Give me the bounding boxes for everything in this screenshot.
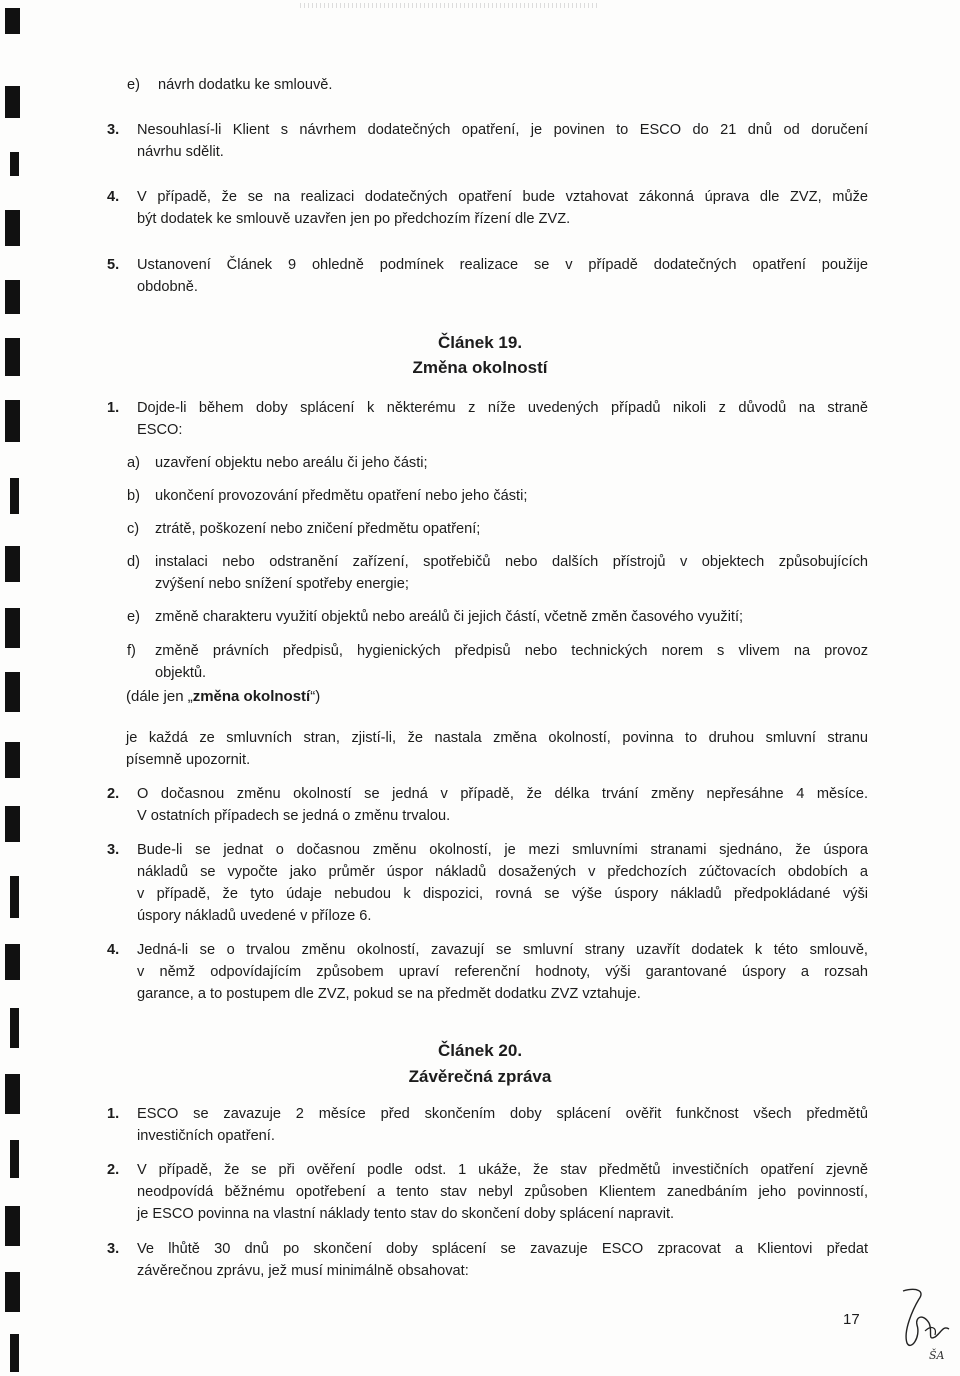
definition-note: (dále jen „změna okolností“) bbox=[126, 688, 321, 705]
item-e2-text: změně charakteru využití objektů nebo areálů či jejich částí, včetně změn časového využití; bbox=[155, 609, 744, 625]
item-f-label: f) bbox=[127, 643, 136, 659]
art19-para-4-number: 4. bbox=[107, 942, 120, 958]
art19-para-1-line-1: Dojde-li během doby splácení k některému z níže uvedených případů nikoli z důvodů na straně bbox=[137, 400, 868, 416]
item-e2-label: e) bbox=[127, 609, 140, 625]
art19-para-2-line-2: V ostatních případech se jedná o změnu trvalou. bbox=[137, 808, 451, 824]
item-b-label: b) bbox=[127, 488, 140, 504]
para-5-number: 5. bbox=[107, 257, 120, 273]
item-a-label: a) bbox=[127, 455, 140, 471]
art20-para-3-line-1: Ve lhůtě 30 dnů po skončení doby splácení se zavazuje ESCO zpracovat a Klientovi předat bbox=[137, 1241, 868, 1257]
handwritten-signature bbox=[895, 1285, 955, 1365]
art19-after-line-1: je každá ze smluvních stran, zjistí-li, že nastala změna okolností, povinna to druhou smluvní stranu bbox=[126, 730, 868, 746]
article-20-number: Článek 20. bbox=[437, 1041, 523, 1060]
art20-para-1-number: 1. bbox=[107, 1106, 120, 1122]
art19-para-1-line-2: ESCO: bbox=[137, 422, 183, 438]
article-19-number: Článek 19. bbox=[437, 333, 523, 352]
para-4-number: 4. bbox=[107, 189, 120, 205]
scan-binding-marks bbox=[0, 0, 34, 1376]
para-5-line-2: obdobně. bbox=[137, 279, 198, 295]
para-3-line-1: Nesouhlasí-li Klient s návrhem dodatečných opatření, je povinen to ESCO do 21 dnů od doručení bbox=[137, 122, 868, 138]
item-f-line-1: změně právních předpisů, hygienických předpisů nebo technických norem s vlivem na provoz bbox=[155, 643, 868, 659]
art19-para-3-line-4: úspory nákladů uvedené v příloze 6. bbox=[137, 908, 372, 924]
art20-para-2-number: 2. bbox=[107, 1162, 120, 1178]
definition-term: změna okolností bbox=[192, 688, 311, 705]
item-b-text: ukončení provozování předmětu opatření nebo jeho části; bbox=[155, 488, 528, 504]
para-3-line-2: návrhu sdělit. bbox=[137, 144, 224, 160]
item-d-line-1: instalaci nebo odstranění zařízení, spotřebičů nebo dalších přístrojů v objektech způsobujících bbox=[155, 554, 868, 570]
art19-para-3-line-1: Bude-li se jednat o dočasnou změnu okolností, je mezi smluvními stranami sjednáno, že úspora bbox=[137, 842, 868, 858]
art20-para-3-line-2: závěrečnou zprávu, jež musí minimálně obsahovat: bbox=[137, 1263, 469, 1279]
art19-para-2-number: 2. bbox=[107, 786, 120, 802]
art20-para-2-line-3: je ESCO povinna na vlastní náklady tento stav do skončení doby splácení napravit. bbox=[137, 1206, 675, 1222]
art20-para-1-line-1: ESCO se zavazuje 2 měsíce před skončením doby splácení ověřit funkčnost všech předmětů bbox=[137, 1106, 868, 1122]
item-f-line-2: objektů. bbox=[155, 665, 207, 681]
page-number: 17 bbox=[843, 1311, 860, 1328]
art19-para-3-line-2: nákladů se vypočte jako průměr úspor nákladů dosažených v předchozích zúčtovacích obdobích a bbox=[137, 864, 868, 880]
art20-para-3-number: 3. bbox=[107, 1241, 120, 1257]
scan-noise bbox=[300, 3, 600, 8]
item-a-text: uzavření objektu nebo areálu či jeho části; bbox=[155, 455, 428, 471]
para-4-line-1: V případě, že se na realizaci dodatečných opatření bude vztahovat zákonná úprava dle ZVZ, může bbox=[137, 189, 868, 205]
signature-initials: ŠA bbox=[929, 1349, 945, 1362]
article-19-title: Změna okolností bbox=[412, 358, 548, 377]
art19-para-3-line-3: v případě, že tyto údaje nebudou k dispozici, rovná se výše úspory nákladů předpokládané výši bbox=[137, 886, 868, 902]
para-5-line-1: Ustanovení Článek 9 ohledně podmínek realizace se v případě dodatečných opatření použije bbox=[137, 257, 868, 273]
art19-after-line-2: písemně upozornit. bbox=[126, 752, 251, 768]
item-c-label: c) bbox=[127, 521, 140, 537]
item-d-line-2: zvýšení nebo snížení spotřeby energie; bbox=[155, 576, 409, 592]
art19-para-4-line-2: v němž odpovídajícím způsobem upraví referenční hodnoty, výši garantované úspory a rozsah bbox=[137, 964, 868, 980]
para-3-number: 3. bbox=[107, 122, 120, 138]
art20-para-2-line-2: neodpovídá běžnému opotřebení a tento stav nebyl způsoben Klientem zanedbáním jeho povinností, bbox=[137, 1184, 868, 1200]
art19-para-1-number: 1. bbox=[107, 400, 120, 416]
article-20-title: Závěrečná zpráva bbox=[408, 1067, 552, 1086]
art19-para-2-line-1: O dočasnou změnu okolností se jedná v případě, že délka trvání změny nepřesáhne 4 měsíce. bbox=[137, 786, 868, 802]
art19-para-4-line-1: Jedná-li se o trvalou změnu okolností, zavazují se smluvní strany uzavřít dodatek k této smlouvě, bbox=[137, 942, 868, 958]
item-e-label: e) bbox=[127, 77, 140, 93]
art20-para-2-line-1: V případě, že se při ověření podle odst. 1 ukáže, že stav předmětů investičních opatření zjevně bbox=[137, 1162, 868, 1178]
art19-para-4-line-3: garance, a to postupem dle ZVZ, pokud se na předmět dodatku ZVZ vztahuje. bbox=[137, 986, 641, 1002]
art20-para-1-line-2: investičních opatření. bbox=[137, 1128, 275, 1144]
item-d-label: d) bbox=[127, 554, 140, 570]
para-4-line-2: být dodatek ke smlouvě uzavřen jen po předchozím řízení dle ZVZ. bbox=[137, 211, 571, 227]
art19-para-3-number: 3. bbox=[107, 842, 120, 858]
item-e-text: návrh dodatku ke smlouvě. bbox=[158, 77, 333, 93]
item-c-text: ztrátě, poškození nebo zničení předmětu opatření; bbox=[155, 521, 481, 537]
